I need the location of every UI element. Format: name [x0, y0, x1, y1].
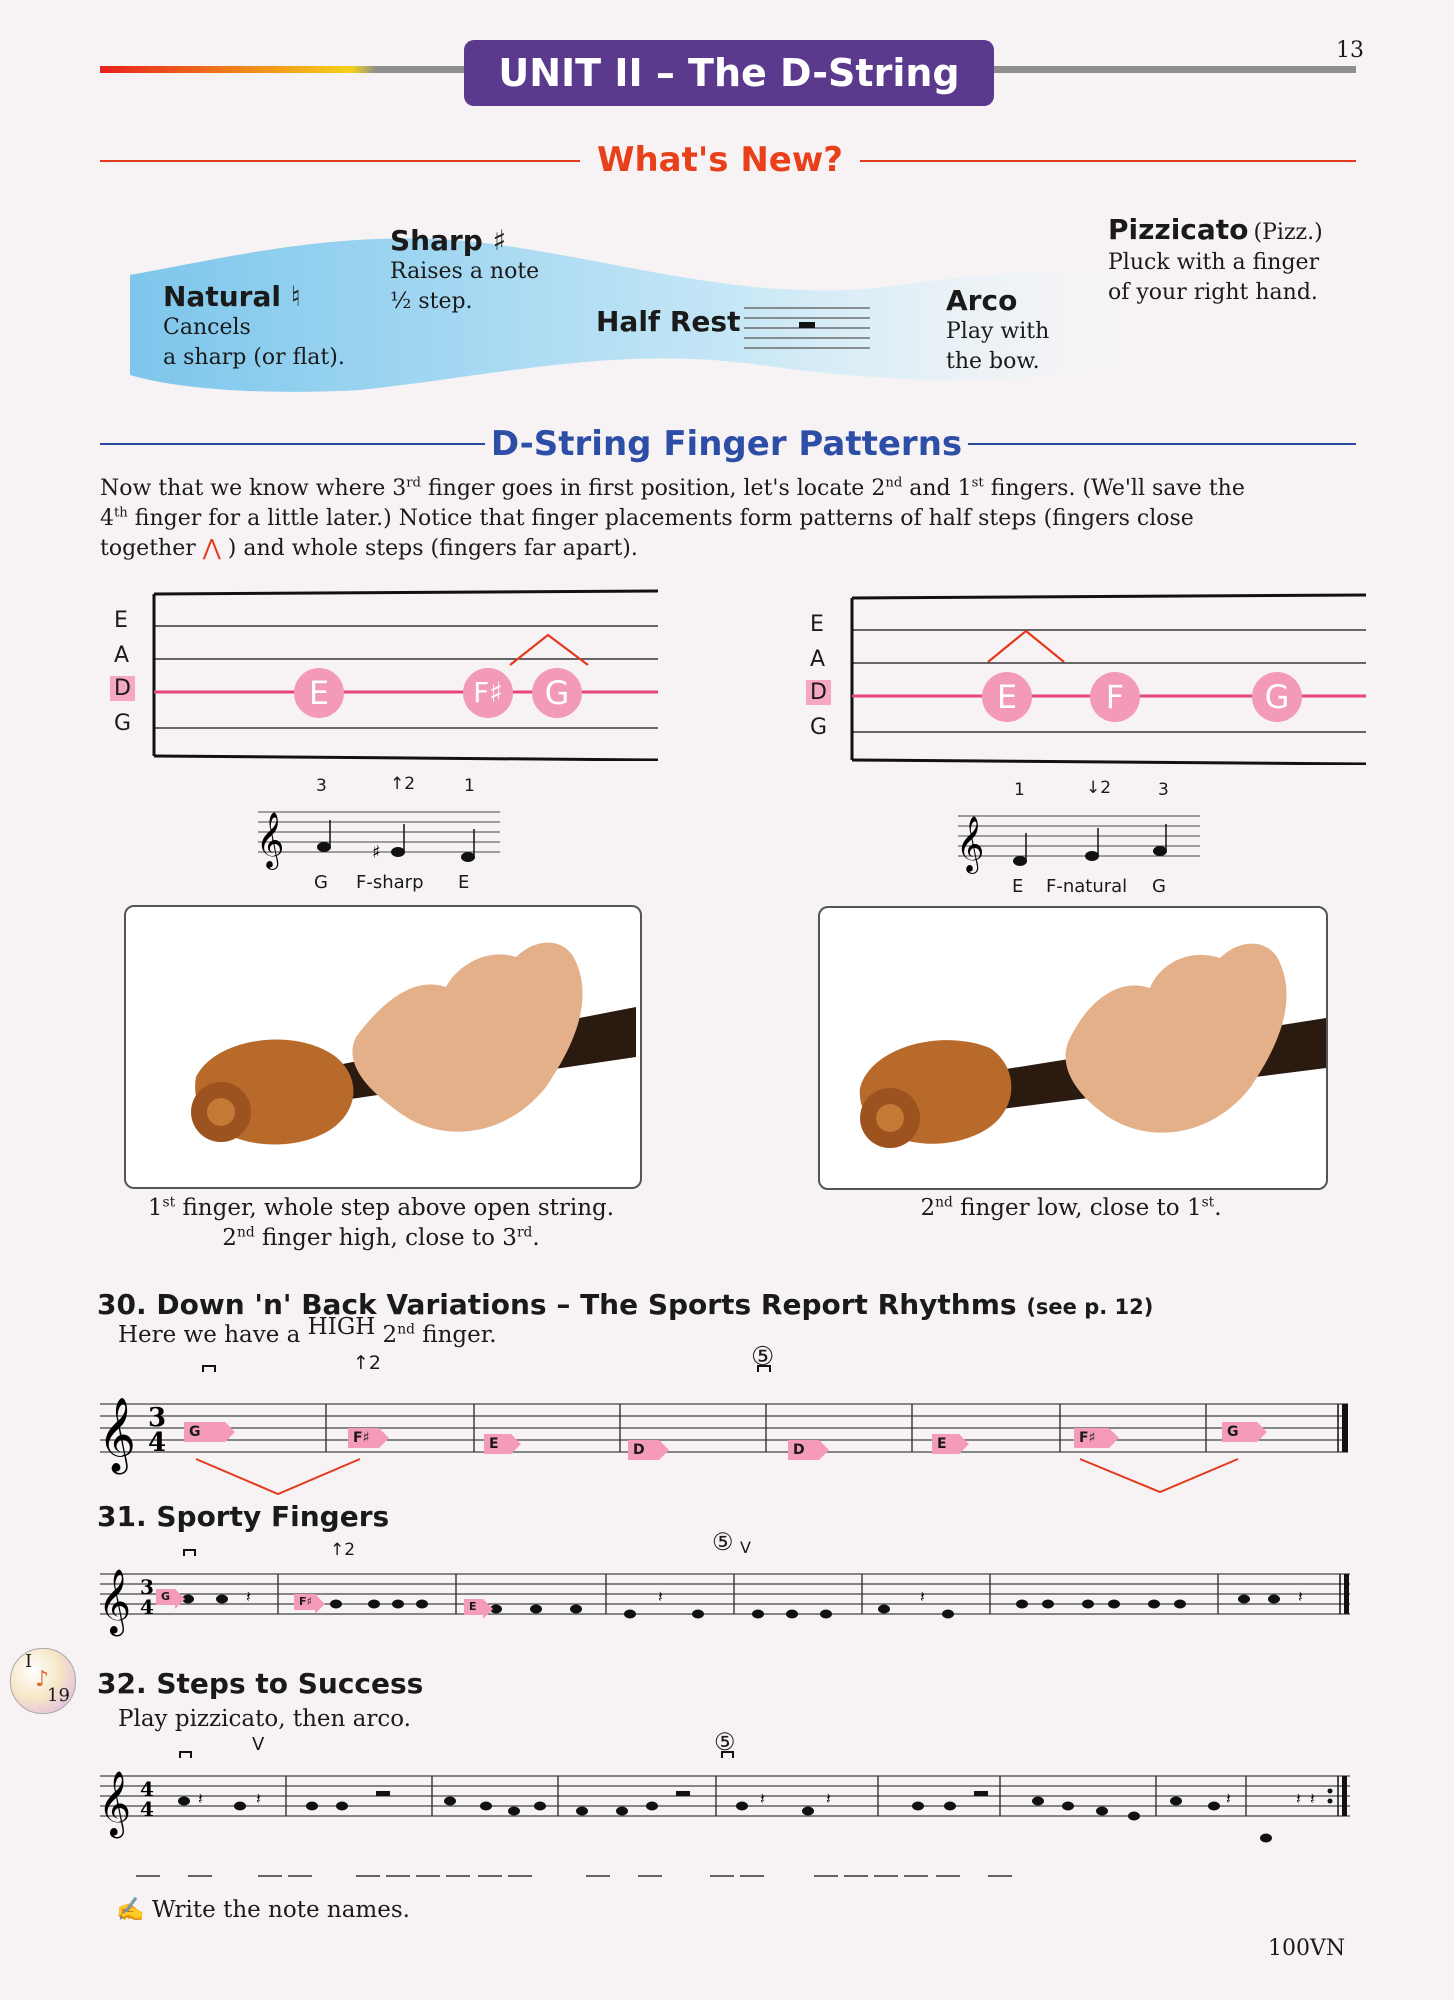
footer-code: 100VN — [1268, 1936, 1346, 1961]
string-label-d: D — [110, 676, 135, 701]
finger-number: 1 — [464, 776, 475, 796]
pizzicato-name: Pizzicato — [1108, 213, 1249, 246]
svg-text:𝄽: 𝄽 — [198, 1789, 203, 1808]
finger-patterns-rule-left — [100, 443, 485, 445]
up-bow-mark: V — [252, 1734, 265, 1755]
exercise-30-title: 30. Down 'n' Back Variations – The Sports Report Rhythms (see p. 12) — [97, 1288, 1154, 1321]
string-label-a: A — [810, 647, 826, 672]
violin-photo-left — [124, 905, 642, 1189]
natural-name: Natural — [163, 280, 281, 313]
whats-new-title: What's New? — [596, 140, 844, 180]
finger-number: 1 — [1014, 780, 1025, 800]
write-note-names: ✍ Write the note names. — [116, 1897, 410, 1923]
photo-caption-left: 1st finger, whole step above open string. 2nd finger high, close to 3rd. — [147, 1194, 615, 1251]
audio-track-badge: I ♪ 19 — [10, 1648, 76, 1714]
note-tag-e: E — [464, 1599, 483, 1615]
natural-desc-1: Cancels — [163, 315, 251, 340]
svg-text:𝄽: 𝄽 — [246, 1587, 251, 1606]
fb-right-note-f: F — [1090, 672, 1140, 722]
sharp-desc-2: ½ step. — [390, 289, 473, 314]
svg-text:𝄽: 𝄽 — [1226, 1789, 1231, 1808]
svg-text:𝄽: 𝄽 — [256, 1789, 261, 1808]
mini-staff-right — [950, 776, 1210, 906]
finger-patterns-intro: Now that we know where 3rd finger goes in first position, let's locate 2nd and 1st fingers. (We'll save the 4th finger for a little later.) Notice that finger placements form patterns of half steps (fingers close together ⋀ ) and whole steps (fingers far apart). — [100, 475, 1245, 561]
svg-text:𝄞: 𝄞 — [256, 812, 285, 868]
note-tag-d: D — [628, 1440, 659, 1460]
string-label-g: G — [114, 711, 132, 736]
page-number: 13 — [1336, 38, 1364, 63]
svg-text:𝄽: 𝄽 — [1310, 1789, 1315, 1808]
finger-high-2: ↑2 — [353, 1352, 382, 1374]
note-tag-e: E — [484, 1434, 511, 1454]
pizzicato-desc-1: Pluck with a finger — [1108, 250, 1320, 275]
exercise-30-staff — [98, 1342, 1356, 1504]
pizzicato-desc-2: of your right hand. — [1108, 280, 1318, 305]
note-tag-fsharp: F♯ — [294, 1594, 315, 1610]
exercise-31-title: 31. Sporty Fingers — [97, 1500, 390, 1533]
string-label-g: G — [810, 715, 828, 740]
sharp-term — [390, 224, 620, 317]
svg-text:4: 4 — [140, 1777, 154, 1801]
note-tag-g: G — [184, 1422, 225, 1442]
whats-new-rule-left — [100, 160, 580, 162]
note-name: G — [314, 872, 328, 893]
mini-staff-left — [250, 772, 510, 902]
whats-new-rule-right — [860, 160, 1356, 162]
svg-text:𝄞: 𝄞 — [98, 1569, 132, 1634]
note-name: F-natural — [1046, 876, 1128, 897]
svg-text:𝄞: 𝄞 — [98, 1771, 132, 1836]
svg-text:𝄞: 𝄞 — [956, 816, 985, 872]
arco-desc-1: Play with — [946, 319, 1050, 344]
exercise-32-title: 32. Steps to Success — [97, 1667, 424, 1700]
string-label-d: D — [806, 680, 831, 705]
sharp-name: Sharp — [390, 224, 483, 257]
exercise-31-staff — [98, 1528, 1356, 1640]
pizzicato-term — [1108, 213, 1368, 308]
pencil-icon: ✍ — [116, 1897, 145, 1923]
finger-patterns-rule-right — [968, 443, 1356, 445]
mini-staff-left-notes — [250, 802, 510, 872]
fb-right-note-e: E — [982, 672, 1032, 722]
finger-high-2: ↑2 — [330, 1540, 356, 1560]
pizzicato-abbr: (Pizz.) — [1253, 220, 1323, 245]
note-tag-e: E — [932, 1434, 959, 1454]
note-tag-fsharp: F♯ — [348, 1428, 379, 1448]
svg-text:3: 3 — [140, 1575, 154, 1599]
natural-term — [163, 280, 403, 373]
sharp-symbol: ♯ — [492, 224, 507, 257]
svg-text:𝄽: 𝄽 — [826, 1789, 831, 1808]
svg-text:𝄽: 𝄽 — [760, 1789, 765, 1808]
half-rest-staff-icon — [742, 302, 872, 358]
photo-caption-right: 2nd finger low, close to 1st. — [920, 1194, 1222, 1221]
note-tag-g: G — [1222, 1422, 1257, 1442]
svg-text:3: 3 — [148, 1403, 167, 1433]
fingerboard-right — [796, 590, 1370, 765]
half-rest-name: Half Rest — [596, 305, 741, 338]
exercise-32-instruction: Play pizzicato, then arco. — [118, 1706, 411, 1732]
note-name: G — [1152, 876, 1166, 897]
fb-right-note-g: G — [1252, 672, 1302, 722]
string-circle-5: ⑤ — [714, 1728, 736, 1756]
string-label-a: A — [114, 643, 130, 668]
svg-text:𝄽: 𝄽 — [1296, 1789, 1301, 1808]
note-name: F-sharp — [356, 872, 424, 893]
note-tag-d: D — [788, 1440, 819, 1460]
note-tag-g: G — [156, 1589, 175, 1605]
svg-text:4: 4 — [140, 1595, 154, 1619]
fingerboard-left-lines — [150, 586, 660, 761]
fb-left-note-g: G — [532, 668, 582, 718]
note-name: E — [458, 872, 470, 893]
string-label-e: E — [114, 608, 128, 633]
arco-name: Arco — [946, 284, 1018, 317]
half-step-symbol: ⋀ — [202, 536, 221, 561]
note-name: E — [1012, 876, 1024, 897]
string-circle-5: ⑤ — [751, 1342, 775, 1372]
svg-text:4: 4 — [148, 1428, 167, 1458]
svg-text:♯: ♯ — [372, 842, 381, 863]
finger-number: ↑2 — [390, 774, 416, 794]
unit-title: UNIT II – The D-String — [464, 40, 994, 106]
sharp-desc-1: Raises a note — [390, 259, 540, 284]
svg-text:𝄽: 𝄽 — [658, 1587, 663, 1606]
finger-number: ↓2 — [1086, 778, 1112, 798]
string-label-e: E — [810, 612, 824, 637]
arco-desc-2: the bow. — [946, 349, 1040, 374]
exercise-30-instruction: Here we have a HIGH 2nd finger. — [118, 1314, 497, 1348]
finger-number: 3 — [1158, 780, 1169, 800]
string-circle-5: ⑤ — [712, 1528, 734, 1556]
svg-text:𝄽: 𝄽 — [920, 1587, 925, 1606]
cello-icon: ♪ — [35, 1667, 50, 1692]
svg-text:𝄽: 𝄽 — [1298, 1587, 1303, 1606]
fb-left-note-e: E — [294, 668, 344, 718]
exercise-32-staff — [98, 1728, 1356, 1892]
svg-text:4: 4 — [140, 1797, 154, 1821]
fb-left-note-fsharp: F♯ — [463, 668, 513, 718]
natural-symbol: ♮ — [290, 280, 301, 313]
mini-staff-right-notes — [950, 806, 1210, 876]
up-bow-mark: V — [740, 1538, 751, 1557]
note-tag-fsharp: F♯ — [1074, 1428, 1109, 1448]
natural-desc-2: a sharp (or flat). — [163, 345, 345, 370]
fingerboard-left — [100, 586, 660, 761]
finger-patterns-title: D-String Finger Patterns — [490, 424, 963, 464]
svg-text:𝄞: 𝄞 — [98, 1398, 136, 1472]
finger-number: 3 — [316, 776, 327, 796]
violin-photo-right — [818, 906, 1328, 1190]
